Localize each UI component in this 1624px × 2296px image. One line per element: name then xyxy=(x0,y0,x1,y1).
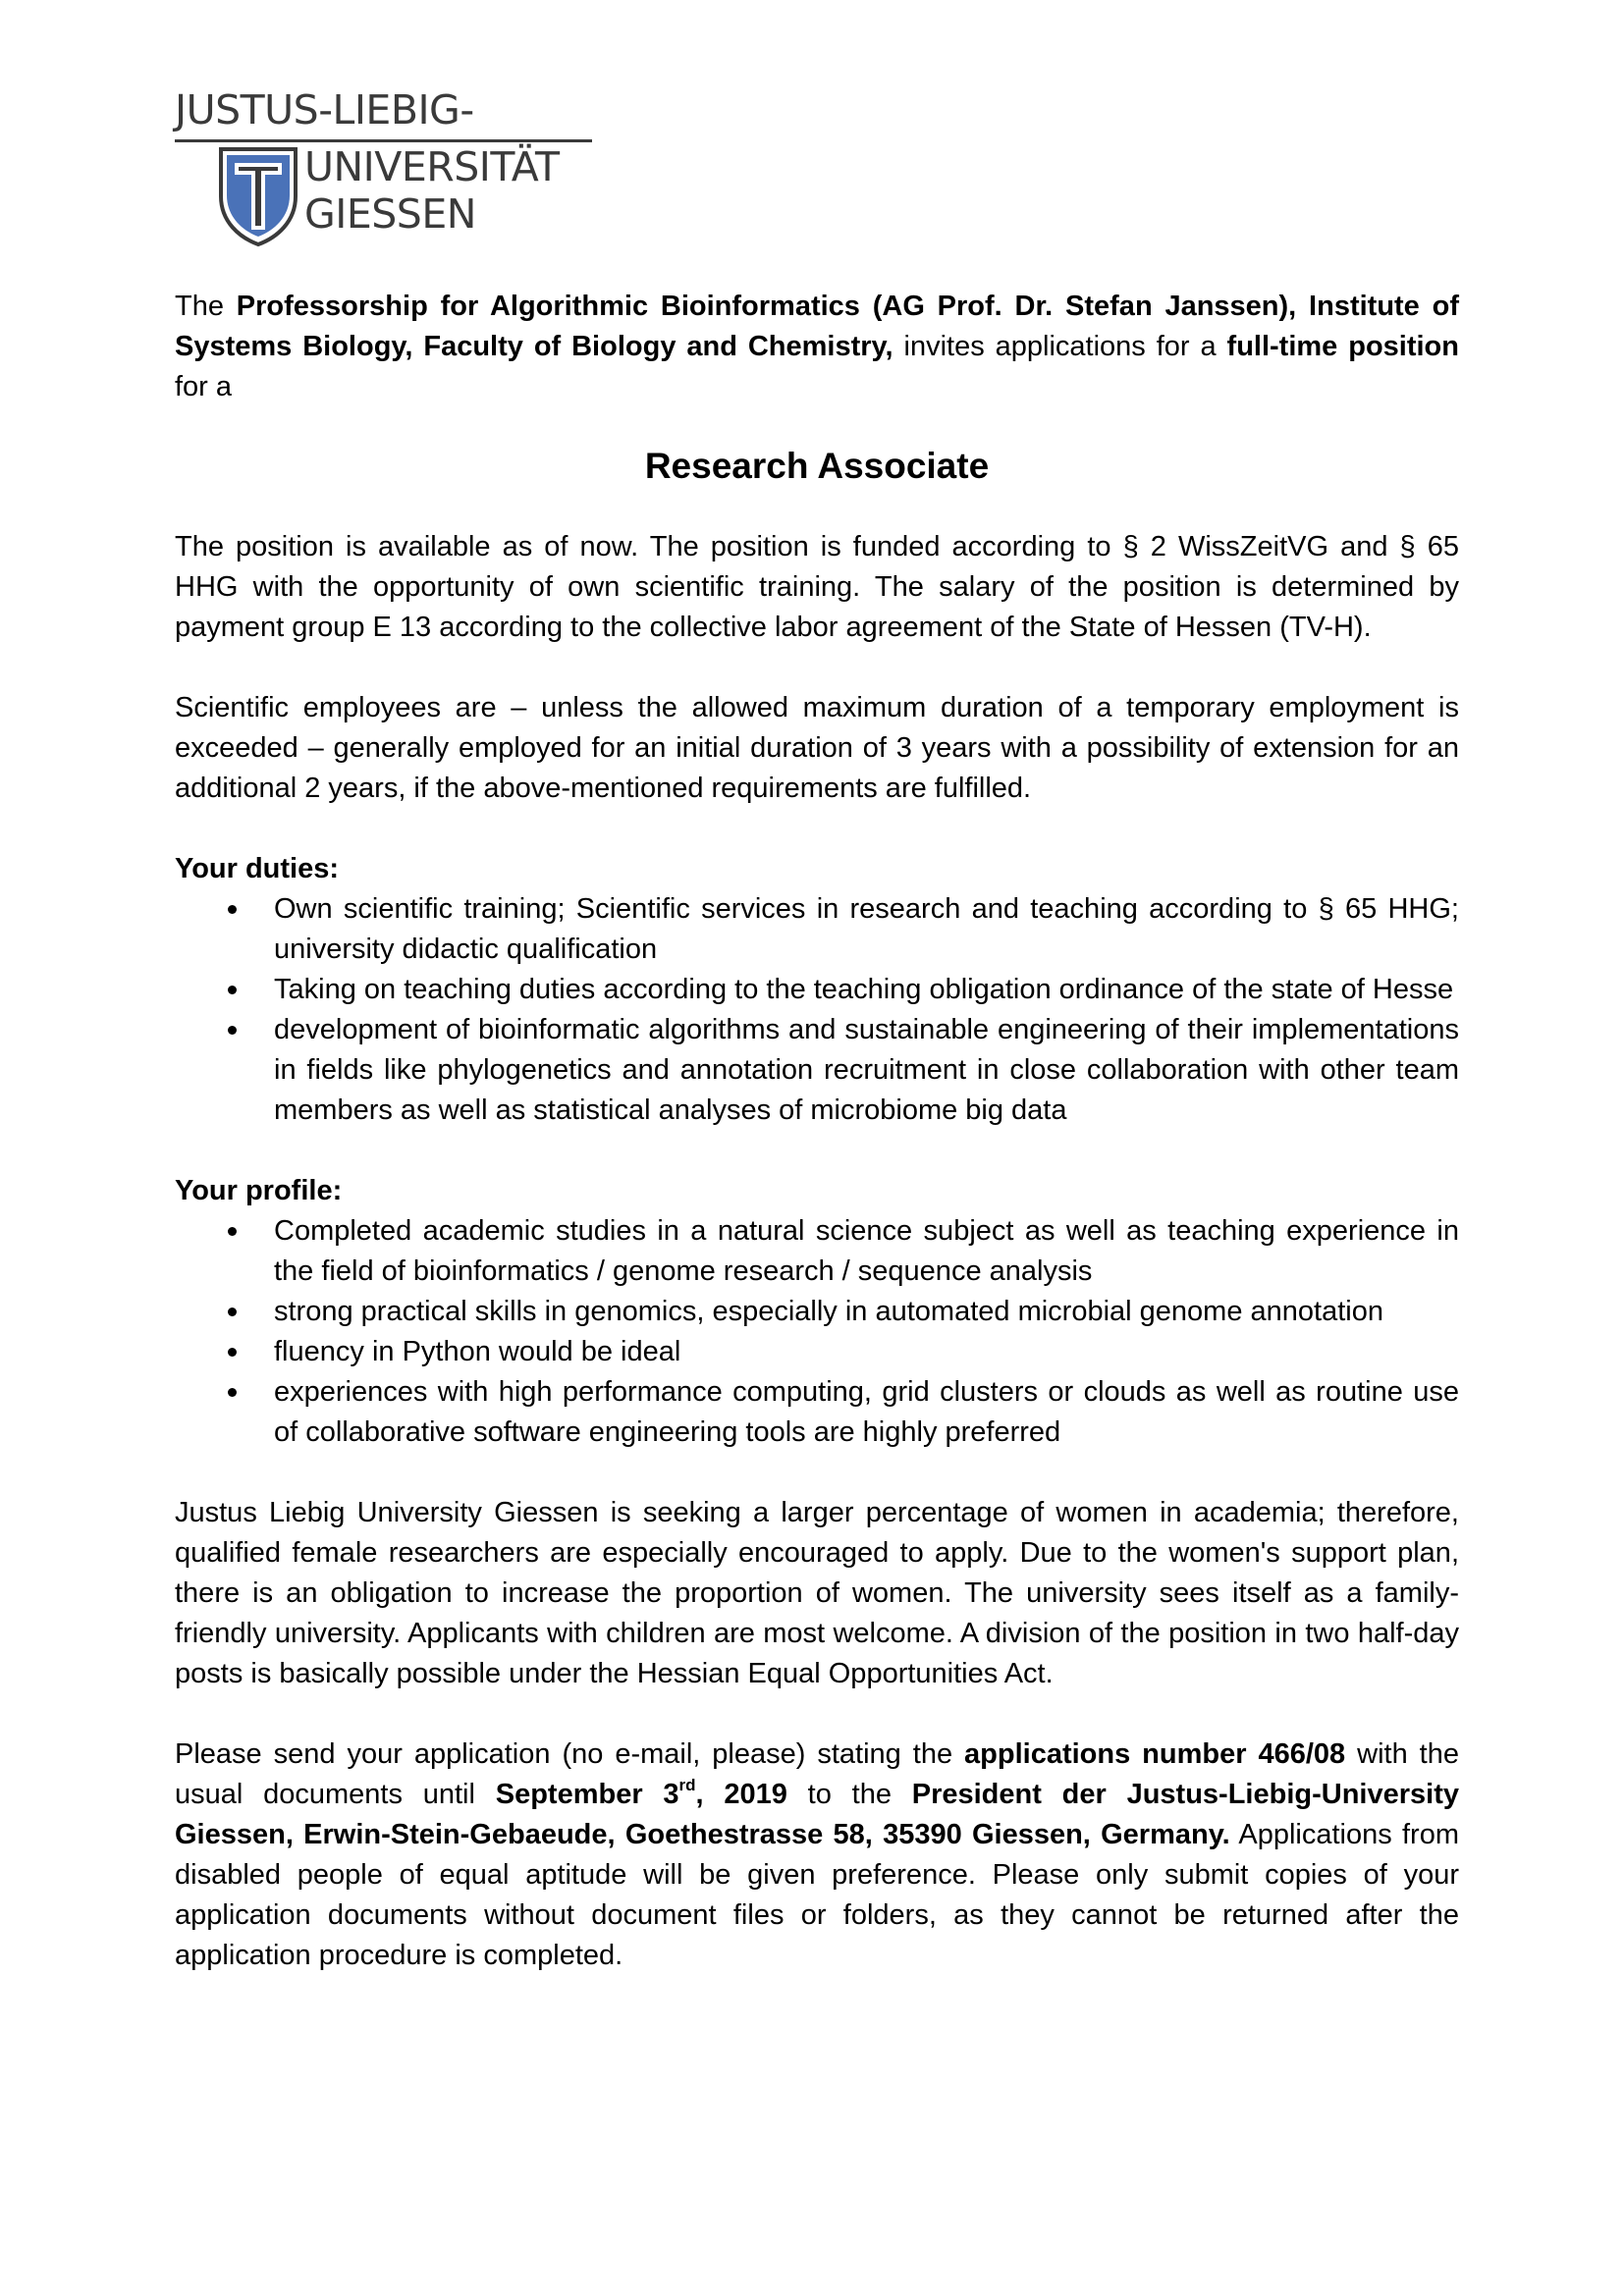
logo-text-line3: GIESSEN xyxy=(304,190,476,238)
application-number: applications number 466/08 xyxy=(964,1738,1346,1770)
application-paragraph: Please send your application (no e-mail, please) stating the applications number 466/08 with the usual documents until September 3rd, 2019 to the President der Justus-Liebig-University Giessen, Erwin-Stein-Gebaeude, Goethestrasse 58, 35390 Giessen, Germany. Applications from disabled people of equal aptitude will be given preference. Please only submit copies of your application documents without document files or folders, as they cannot be returned after the application procedure is completed. xyxy=(175,1738,1459,1971)
profile-list xyxy=(175,1211,1459,1453)
organization-name: Professorship for Algorithmic Bioinformatics (AG Prof. Dr. Stefan Janssen), Institute of Systems Biology, Faculty of Biology and Chemistry, xyxy=(175,291,1459,362)
position-type: full-time position xyxy=(1226,331,1459,362)
list-item: development of bioinformatic algorithms and sustainable engineering of their implementations in fields like phylogenetics and annotation recruitment in close collaboration with other team members as well as statistical analyses of microbiome big data xyxy=(175,1010,1459,1131)
duration-paragraph: Scientific employees are – unless the allowed maximum duration of a temporary employment is exceeded – generally employed for an initial duration of 3 years with a possibility of extension for an additional 2 years, if the above-mentioned requirements are fulfilled. xyxy=(175,692,1459,804)
deadline-date: September 3rd, 2019 xyxy=(495,1776,787,1810)
list-item: experiences with high performance computing, grid clusters or clouds as well as routine use of collaborative software engineering tools are highly preferred xyxy=(175,1372,1459,1453)
intro-paragraph: The Professorship for Algorithmic Bioinformatics (AG Prof. Dr. Stefan Janssen), Institute of Systems Biology, Faculty of Biology and Chemistry, invites applications for a full-time position for a xyxy=(175,291,1459,402)
logo-text-line2: UNIVERSITÄT xyxy=(304,143,560,190)
list-item: Taking on teaching duties according to the teaching obligation ordinance of the state of Hesse xyxy=(175,970,1459,1010)
university-logo xyxy=(175,86,597,251)
list-item: fluency in Python would be ideal xyxy=(175,1332,1459,1372)
postal-address: President der Justus-Liebig-University Giessen, Erwin-Stein-Gebaeude, Goethestrasse 58, 35390 Giessen, Germany. xyxy=(175,1779,1459,1850)
university-shield-icon xyxy=(218,145,298,247)
logo-rule xyxy=(175,139,592,142)
equal-opportunity-paragraph: Justus Liebig University Giessen is seeking a larger percentage of women in academia; therefore, qualified female researchers are especially encouraged to apply. Due to the women's support plan, there is an obligation to increase the proportion of women. The university sees itself as a family-friendly university. Applicants with children are most welcome. A division of the position in two half-day posts is basically possible under the Hessian Equal Opportunities Act. xyxy=(175,1497,1459,1689)
duties-list xyxy=(175,889,1459,1131)
duties-heading: Your duties: xyxy=(175,853,340,884)
profile-heading: Your profile: xyxy=(175,1175,343,1206)
document-body xyxy=(175,287,1459,1976)
page-title: Research Associate xyxy=(644,446,990,486)
list-item: Completed academic studies in a natural science subject as well as teaching experience in the field of bioinformatics / genome research / sequence analysis xyxy=(175,1211,1459,1292)
list-item: strong practical skills in genomics, especially in automated microbial genome annotation xyxy=(175,1292,1459,1332)
logo-text-line1: JUSTUS-LIEBIG- xyxy=(175,86,474,133)
funding-paragraph: The position is available as of now. The position is funded according to § 2 WissZeitVG and § 65 HHG with the opportunity of own scientific training. The salary of the position is determined by payment group E 13 according to the collective labor agreement of the State of Hessen (TV-H). xyxy=(175,531,1459,643)
list-item: Own scientific training; Scientific services in research and teaching according to § 65 HHG; university didactic qualification xyxy=(175,889,1459,970)
